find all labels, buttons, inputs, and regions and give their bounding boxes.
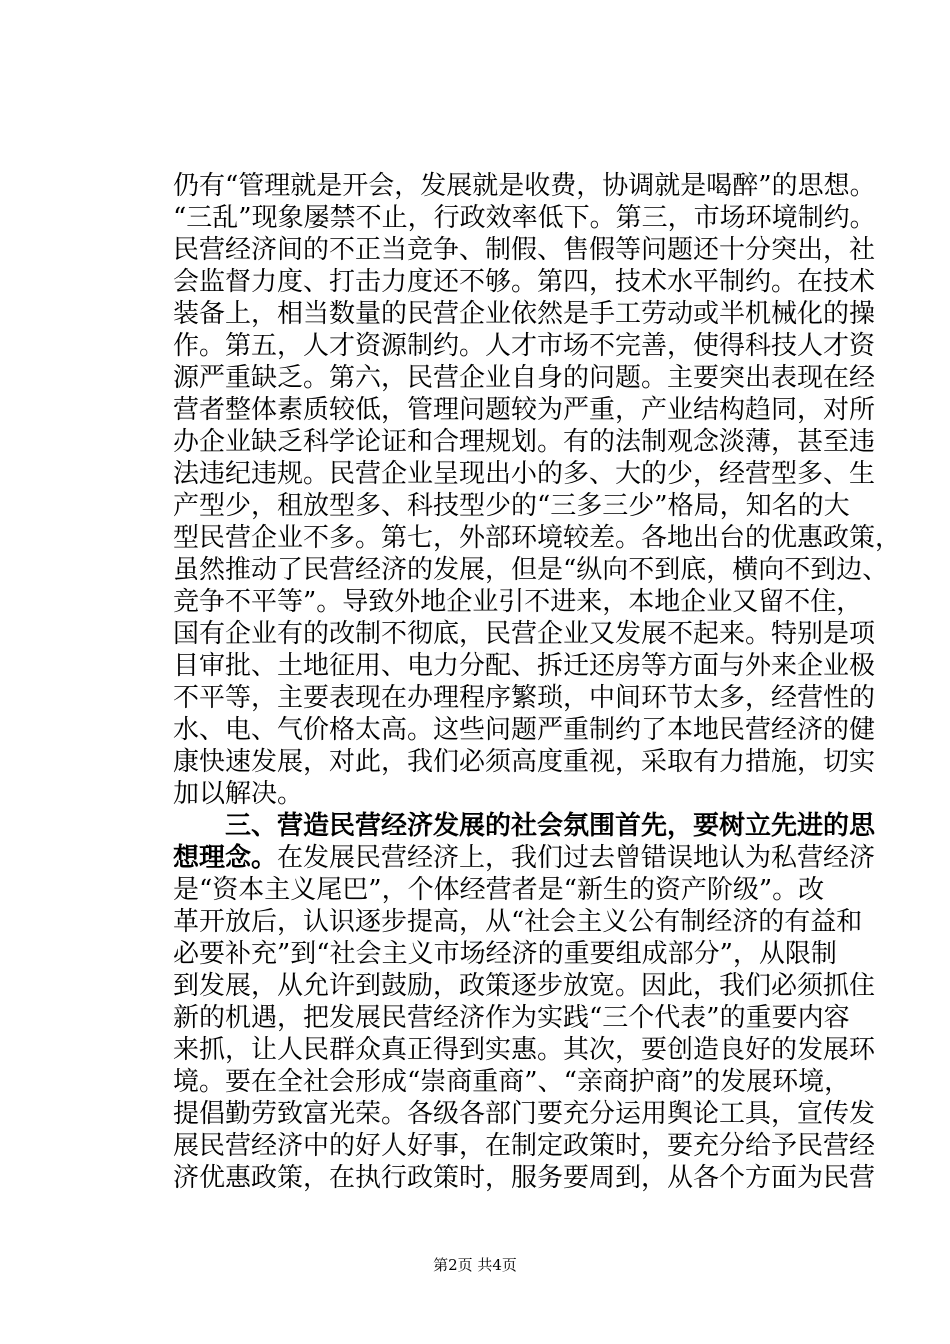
section-line: 到发展，从允许到鼓励，政策逐步放宽。因此，我们必须抓住 xyxy=(173,971,876,1001)
body-line: 源严重缺乏。第六，民营企业自身的问题。主要突出表现在经 xyxy=(173,363,876,393)
body-text xyxy=(173,170,902,1194)
body-line: 水、电、气价格太高。这些问题严重制约了本地民营经济的健 xyxy=(173,715,876,745)
body-line: 竞争不平等”。导致外地企业引不进来，本地企业又留不住， xyxy=(173,587,863,617)
body-line: 仍有“管理就是开会，发展就是收费，协调就是喝醉”的思想。 xyxy=(173,171,876,201)
body-line: 作。第五，人才资源制约。人才市场不完善，使得科技人才资 xyxy=(173,331,876,361)
body-line: 法违纪违规。民营企业呈现出小的多、大的少，经营型多、生 xyxy=(173,459,876,489)
body-line: 营者整体素质较低，管理问题较为严重，产业结构趋同，对所 xyxy=(173,395,876,425)
body-line: 不平等，主要表现在办理程序繁琐，中间环节太多，经营性的 xyxy=(173,683,876,713)
body-line: 加以解决。 xyxy=(173,779,304,809)
body-line: 办企业缺乏科学论证和合理规划。有的法制观念淡薄，甚至违 xyxy=(173,427,876,457)
section-line: 新的机遇，把发展民营经济作为实践“三个代表”的重要内容 xyxy=(173,1003,850,1033)
body-line: 民营经济间的不正当竞争、制假、售假等问题还十分突出，社 xyxy=(173,235,876,265)
section-heading-line xyxy=(173,810,876,842)
body-line: 虽然推动了民营经济的发展，但是“纵向不到底，横向不到边、 xyxy=(173,555,889,585)
section-heading: 三、营造民营经济发展的社会氛围首先，要树立先进的思 xyxy=(173,811,876,841)
section-line: 来抓，让人民群众真正得到实惠。其次，要创造良好的发展环 xyxy=(173,1035,876,1065)
section-line: 提倡勤劳致富光荣。各级各部门要充分运用舆论工具，宣传发 xyxy=(173,1099,876,1129)
section-line: 境。要在全社会形成“崇商重商”、“亲商护商”的发展环境， xyxy=(173,1067,851,1097)
section-line: 济优惠政策，在执行政策时，服务要周到，从各个方面为民营 xyxy=(173,1163,876,1193)
section-line: 革开放后，认识逐步提高，从“社会主义公有制经济的有益和 xyxy=(173,907,863,937)
section-line: 必要补充”到“社会主义市场经济的重要组成部分”，从限制 xyxy=(173,939,837,969)
section-line: 展民营经济中的好人好事，在制定政策时，要充分给予民营经 xyxy=(173,1131,876,1161)
body-line: 产型少，租放型多、科技型少的“三多三少”格局，知名的大 xyxy=(173,491,850,521)
body-line: 国有企业有的改制不彻底，民营企业又发展不起来。特别是项 xyxy=(173,619,876,649)
body-line: 型民营企业不多。第七，外部环境较差。各地出台的优惠政策， xyxy=(173,523,902,553)
section-line: 是“资本主义尾巴”，个体经营者是“新生的资产阶级”。改 xyxy=(173,875,825,905)
body-line: 装备上，相当数量的民营企业依然是手工劳动或半机械化的操 xyxy=(173,299,876,329)
body-line: 康快速发展，对此，我们必须高度重视，采取有力措施，切实 xyxy=(173,747,876,777)
section-heading-line-2 xyxy=(173,842,876,874)
body-line: 目审批、土地征用、电力分配、拆迁还房等方面与外来企业极 xyxy=(173,651,876,681)
section-heading-end: 想理念。 xyxy=(173,843,278,873)
page-footer: 第2页 共4页 xyxy=(433,1256,517,1274)
section-text: 在发展民营经济上，我们过去曾错误地认为私营经济 xyxy=(277,843,876,873)
body-line: “三乱”现象屡禁不止，行政效率低下。第三，市场环境制约。 xyxy=(173,203,876,233)
body-line: 会监督力度、打击力度还不够。第四，技术水平制约。在技术 xyxy=(173,267,876,297)
